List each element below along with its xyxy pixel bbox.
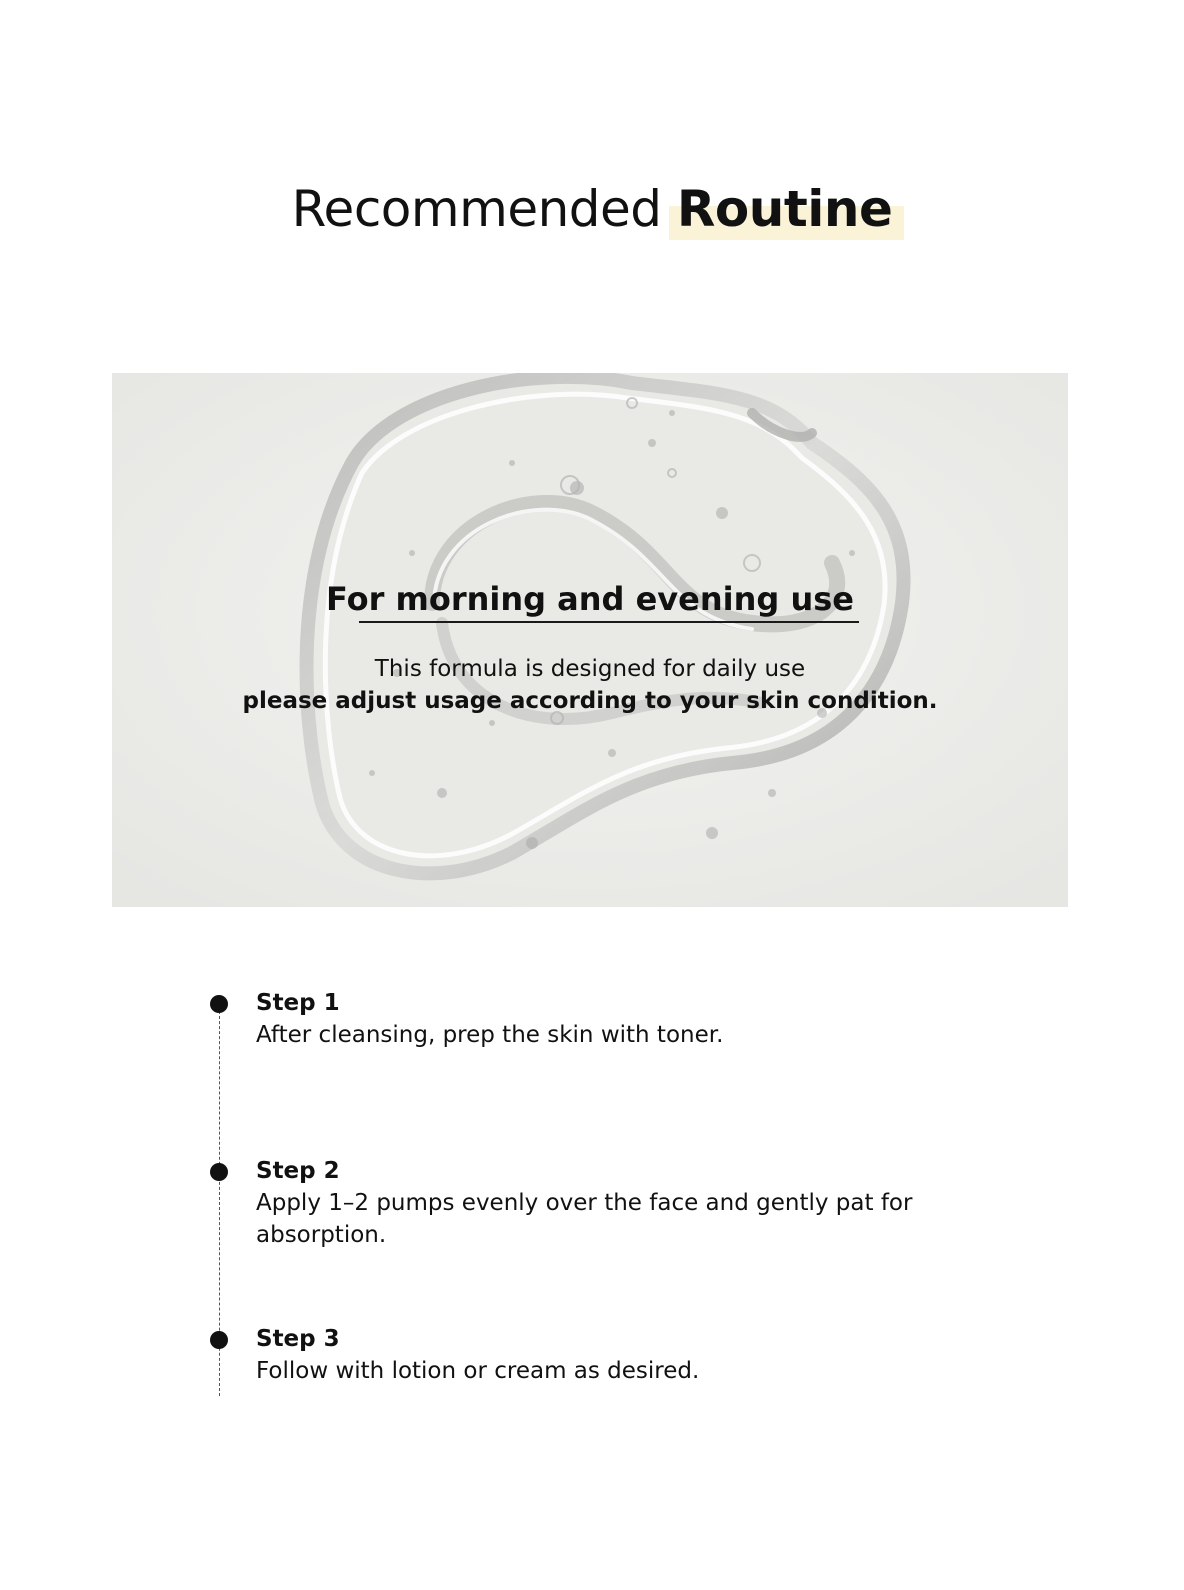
step-dot-icon [210, 1331, 228, 1349]
page-title [0, 178, 1184, 240]
title-emphasis: Routine [676, 180, 893, 238]
step-dot-icon [210, 1163, 228, 1181]
step-description: Follow with lotion or cream as desired. [256, 1358, 700, 1384]
hero-title: For morning and evening use [326, 580, 854, 618]
title-underline [359, 621, 859, 623]
step-label: Step 1 [256, 990, 340, 1016]
step-description: Apply 1–2 pumps evenly over the face and gently pat for absorption. [256, 1190, 913, 1248]
step-description: After cleansing, prep the skin with toner. [256, 1022, 724, 1048]
hero-description-emphasis: please adjust usage according to your skin condition. [242, 688, 938, 714]
step-label: Step 2 [256, 1158, 340, 1184]
step-label: Step 3 [256, 1326, 340, 1352]
step-dot-icon [210, 995, 228, 1013]
gel-texture-image [112, 373, 1068, 907]
hero-description: This formula is designed for daily use [374, 656, 806, 682]
hero-banner [112, 373, 1068, 907]
title-regular: Recommended [291, 180, 662, 238]
